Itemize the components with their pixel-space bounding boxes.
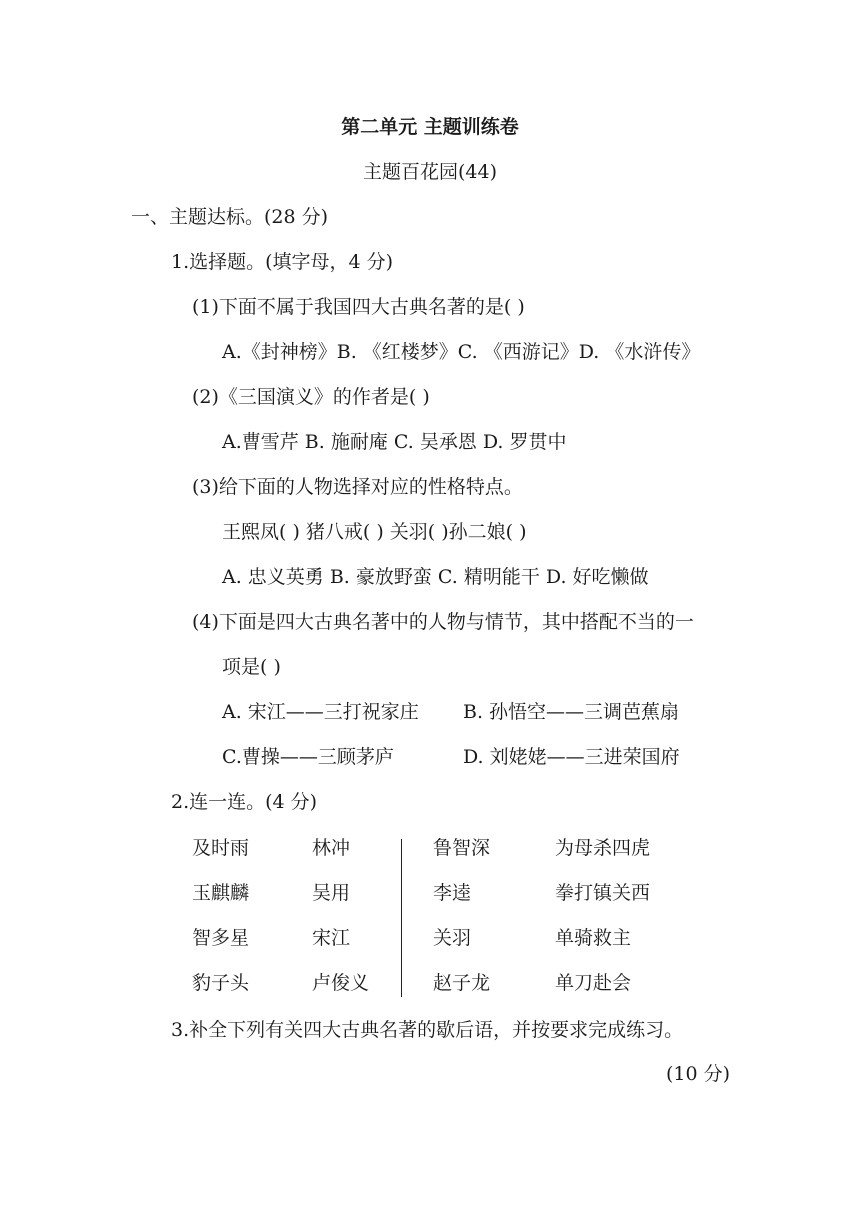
question-1-4-stem-line1: (4)下面是四大古典名著中的人物与情节，其中搭配不当的一 bbox=[192, 611, 694, 633]
question-1-2-options: A.曹雪芹 B. 施耐庵 C. 吴承恩 D. 罗贯中 bbox=[222, 431, 567, 453]
question-1-2-stem: (2)《三国演义》的作者是( ) bbox=[192, 386, 430, 408]
match-right-deed: 单刀赴会 bbox=[555, 972, 632, 994]
match-left-character: 吴用 bbox=[312, 882, 351, 904]
page-title: 第二单元 主题训练卷 bbox=[341, 116, 519, 138]
page-subtitle: 主题百花园(44) bbox=[362, 161, 497, 183]
question-1-4-option-b: B. 孙悟空——三调芭蕉扇 bbox=[463, 701, 680, 723]
match-right-character: 李逵 bbox=[433, 882, 472, 904]
match-right-character: 赵子龙 bbox=[433, 972, 491, 994]
question-1-1-stem: (1)下面不属于我国四大古典名著的是( ) bbox=[192, 296, 525, 318]
match-right-deed: 为母杀四虎 bbox=[555, 837, 651, 859]
matching-divider bbox=[401, 839, 402, 997]
match-left-nickname: 豹子头 bbox=[192, 972, 250, 994]
question-1-heading: 1.选择题。(填字母，4 分) bbox=[171, 251, 394, 273]
question-1-1-options: A.《封神榜》B. 《红楼梦》C. 《西游记》D. 《水浒传》 bbox=[222, 341, 701, 363]
question-1-3-options: A. 忠义英勇 B. 豪放野蛮 C. 精明能干 D. 好吃懒做 bbox=[222, 566, 649, 588]
question-1-4-option-a: A. 宋江——三打祝家庄 bbox=[222, 701, 419, 723]
match-right-deed: 单骑救主 bbox=[555, 927, 632, 949]
match-right-character: 关羽 bbox=[433, 927, 472, 949]
question-3-points: (10 分) bbox=[666, 1063, 731, 1085]
section-heading: 一、主题达标。(28 分) bbox=[131, 206, 329, 228]
match-left-character: 卢俊义 bbox=[312, 972, 370, 994]
question-1-3-stem: (3)给下面的人物选择对应的性格特点。 bbox=[192, 476, 523, 498]
match-left-character: 宋江 bbox=[312, 927, 351, 949]
question-3-heading: 3.补全下列有关四大古典名著的歇后语，并按要求完成练习。 bbox=[171, 1019, 684, 1041]
match-left-character: 林冲 bbox=[312, 837, 351, 859]
question-1-3-blanks: 王熙凤( ) 猪八戒( ) 关羽( )孙二娘( ) bbox=[222, 521, 527, 543]
match-left-nickname: 玉麒麟 bbox=[192, 882, 250, 904]
match-left-nickname: 智多星 bbox=[192, 927, 250, 949]
question-1-4-option-d: D. 刘姥姥——三进荣国府 bbox=[463, 746, 680, 768]
question-1-4-option-c: C.曹操——三顾茅庐 bbox=[222, 746, 394, 768]
question-2-heading: 2.连一连。(4 分) bbox=[171, 791, 318, 813]
match-right-deed: 拳打镇关西 bbox=[555, 882, 651, 904]
match-left-nickname: 及时雨 bbox=[192, 837, 250, 859]
match-right-character: 鲁智深 bbox=[433, 837, 491, 859]
question-1-4-stem-line2: 项是( ) bbox=[222, 656, 281, 678]
